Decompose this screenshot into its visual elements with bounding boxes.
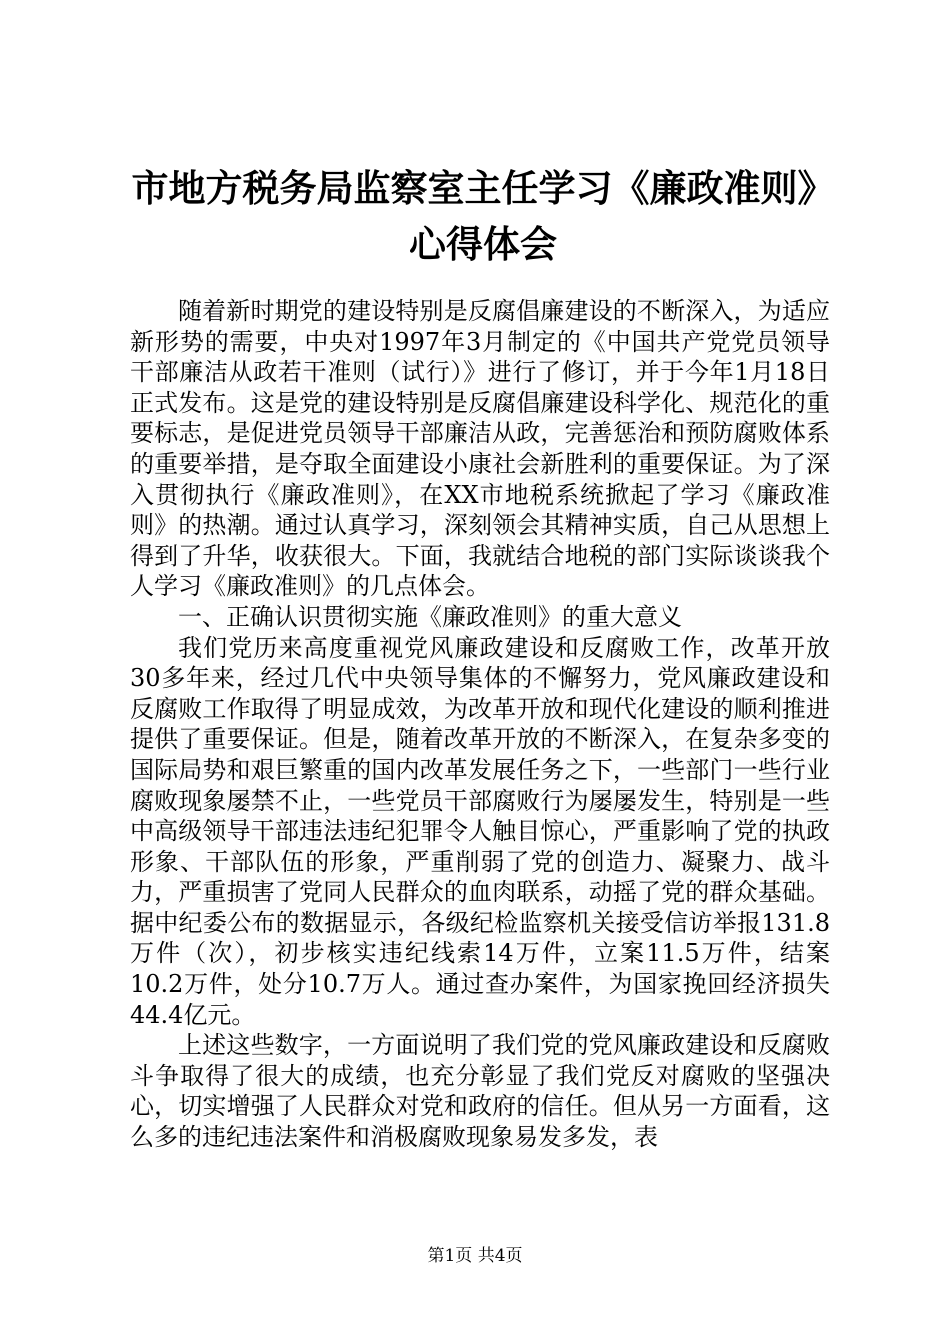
page-footer: 第1页 共4页 [427,1246,523,1266]
paragraph-continuation: 上述这些数字，一方面说明了我们党的党风廉政建设和反腐败斗争取得了很大的成绩，也充分彰显了我们党反对腐败的坚强决心，切实增强了人民群众对党和政府的信任。但从另一方面看，这么多的违纪违法案件和消极腐败现象易发多发，表 [130,1031,830,1152]
document-title: 市地方税务局监察室主任学习《廉政准则》心得体会 [131,166,835,266]
paragraph-intro: 随着新时期党的建设特别是反腐倡廉建设的不断深入，为适应新形势的需要，中央对1997年3月制定的《中国共产党党员领导干部廉洁从政若干准则（试行）》进行了修订，并于今年1月18日正式发布。这是党的建设特别是反腐倡廉建设科学化、规范化的重要标志，是促进党员领导干部廉洁从政，完善惩治和预防腐败体系的重要举措，是夺取全面建设小康社会新胜利的重要保证。为了深入贯彻执行《廉政准则》，在XX市地税系统掀起了学习《廉政准则》的热潮。通过认真学习，深刻领会其精神实质，自己从思想上得到了升华，收获很大。下面，我就结合地税的部门实际谈谈我个人学习《廉政准则》的几点体会。 [130,297,830,601]
section-heading-1: 一、正确认识贯彻实施《廉政准则》的重大意义 [178,602,682,631]
paragraph-section-1: 我们党历来高度重视党风廉政建设和反腐败工作，改革开放30多年来，经过几代中央领导集体的不懈努力，党风廉政建设和反腐败工作取得了明显成效，为改革开放和现代化建设的顺利推进提供了重要保证。但是，随着改革开放的不断深入，在复杂多变的国际局势和艰巨繁重的国内改革发展任务之下，一些部门一些行业腐败现象屡禁不止，一些党员干部腐败行为屡屡发生，特别是一些中高级领导干部违法违纪犯罪令人触目惊心，严重影响了党的执政形象、干部队伍的形象，严重削弱了党的创造力、凝聚力、战斗力，严重损害了党同人民群众的血肉联系，动摇了党的群众基础。据中纪委公布的数据显示，各级纪检监察机关接受信访举报131.8万件（次），初步核实违纪线索14万件，立案11.5万件，结案10.2万件，处分10.7万人。通过查办案件，为国家挽回经济损失44.4亿元。 [130,633,830,1029]
document-body [130,296,830,1153]
